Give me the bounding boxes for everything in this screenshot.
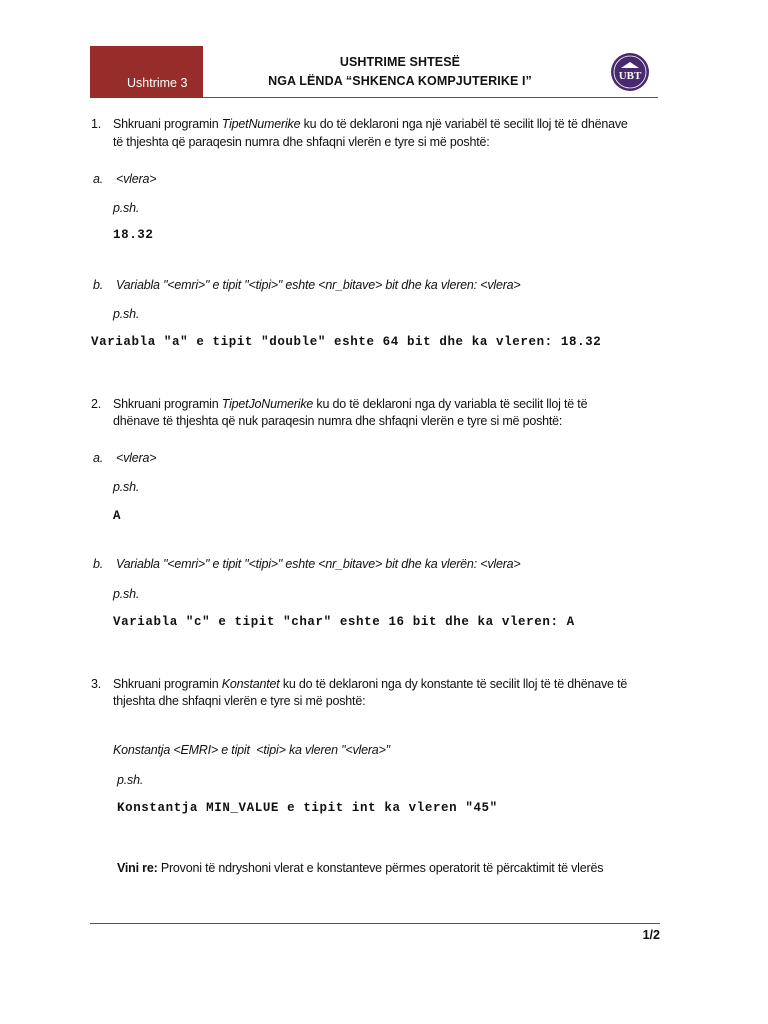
q2-text-line2: dhënave të thjeshta që nuk paraqesin numra dhe shfaqni vlerën e tyre si më poshtë: xyxy=(113,414,563,428)
q1a-psh: p.sh. xyxy=(113,201,140,215)
footer-rule xyxy=(90,923,660,924)
q1-program-name: TipetNumerike xyxy=(221,117,301,131)
q2b-label: b. xyxy=(93,557,104,571)
q2a-psh: p.sh. xyxy=(113,480,140,494)
q3-program-name: Konstantet xyxy=(221,677,280,691)
q1a-example: 18.32 xyxy=(113,228,154,242)
q1b-psh: p.sh. xyxy=(113,307,140,321)
q2b-example: Variabla "c" e tipit "char" eshte 16 bit dhe ka vleren: A xyxy=(113,615,575,629)
q1-text-line1: Shkruani programin TipetNumerike ku do të deklaroni nga një variabël të secilit lloj të të dhënave xyxy=(113,117,628,131)
header-title-line2: NGA LËNDA “SHKENCA KOMPJUTERIKE I” xyxy=(268,74,532,88)
note-label: Vini re: xyxy=(117,861,158,875)
q1b-label: b. xyxy=(93,278,104,292)
header-rule xyxy=(203,97,658,98)
page-number: 1/2 xyxy=(642,928,660,942)
q2-number: 2. xyxy=(91,397,102,411)
logo-text: UBT xyxy=(618,70,642,82)
q1-number: 1. xyxy=(91,117,102,131)
q3-note: Vini re: Provoni të ndryshoni vlerat e konstanteve përmes operatorit të përcaktimit të vlerës xyxy=(117,861,604,875)
header-tag: Ushtrime 3 xyxy=(127,76,188,90)
header-tag-box xyxy=(90,46,203,98)
q2b-psh: p.sh. xyxy=(113,587,140,601)
q1b-example: Variabla "a" e tipit "double" eshte 64 bit dhe ka vleren: 18.32 xyxy=(91,335,602,349)
q3-example: Konstantja MIN_VALUE e tipit int ka vleren "45" xyxy=(117,801,498,815)
q2-text-line1: Shkruani programin TipetJoNumerike ku do të deklaroni nga dy variabla të secilit lloj të të xyxy=(113,397,588,411)
q2-program-name: TipetJoNumerike xyxy=(221,397,314,411)
q1a-format: <vlera> xyxy=(116,172,157,186)
q2b-format: Variabla "<emri>" e tipit "<tipi>" eshte <nr_bitave> bit dhe ka vlerën: <vlera> xyxy=(116,557,521,571)
q2a-label: a. xyxy=(93,451,104,465)
q1b-format: Variabla "<emri>" e tipit "<tipi>" eshte <nr_bitave> bit dhe ka vleren: <vlera> xyxy=(116,278,521,292)
q3-number: 3. xyxy=(91,677,102,691)
q3-format: Konstantja <EMRI> e tipit <tipi> ka vleren "<vlera>" xyxy=(113,743,390,757)
q1-text-line2: të thjeshta që paraqesin numra dhe shfaqni vlerën e tyre si më poshtë: xyxy=(113,135,490,149)
q1a-label: a. xyxy=(93,172,104,186)
university-logo xyxy=(610,52,650,92)
q3-text-line1: Shkruani programin Konstantet ku do të deklaroni nga dy konstante të secilit lloj të të dhënave të xyxy=(113,677,628,691)
q3-text-line2: thjeshta dhe shfaqni vlerën e tyre si më poshtë: xyxy=(113,694,366,708)
q2a-example: A xyxy=(113,509,122,523)
q2a-format: <vlera> xyxy=(116,451,157,465)
header-title-line1: USHTRIME SHTESË xyxy=(339,55,461,69)
q3-psh: p.sh. xyxy=(117,773,144,787)
